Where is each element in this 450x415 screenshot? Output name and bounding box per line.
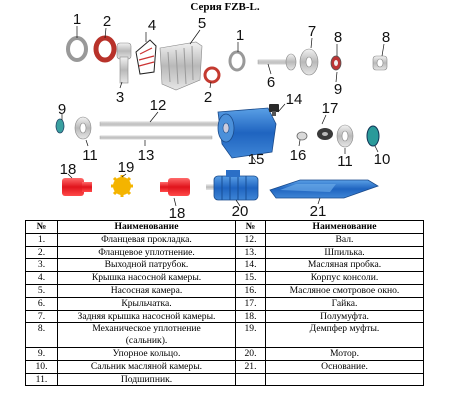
part-number: 1. <box>26 233 58 246</box>
flange-gasket-part <box>230 52 244 70</box>
part-number: 18. <box>236 310 266 323</box>
stud-part <box>100 136 212 139</box>
table-row <box>26 310 424 323</box>
callout-number: 16 <box>289 147 307 164</box>
table-row <box>26 272 424 285</box>
part-name: Крыльчатка. <box>58 297 236 310</box>
part-number: 6. <box>26 297 58 310</box>
part-number: 3. <box>26 259 58 272</box>
column-header-number: № <box>236 221 266 234</box>
table-row <box>26 323 424 348</box>
callout-number: 14 <box>285 91 303 108</box>
part-name-line: (сальник). <box>125 335 168 347</box>
callout-number: 1 <box>235 27 245 44</box>
part-name: Полумуфта. <box>266 310 424 323</box>
callout-number: 17 <box>321 100 339 117</box>
callout-number: 13 <box>137 147 155 164</box>
part-number: 21. <box>236 360 266 373</box>
callout-number: 18 <box>59 161 77 178</box>
oil-sight-glass-part <box>297 132 307 140</box>
column-header-name: Наименование <box>58 221 236 234</box>
part-number: 12. <box>236 233 266 246</box>
callout-number: 12 <box>149 97 167 114</box>
motor-part <box>206 170 258 200</box>
coupling-half-part <box>62 178 92 196</box>
part-number: 13. <box>236 246 266 259</box>
thrust-ring-part <box>56 119 64 133</box>
part-name-line: Механическое уплотнение <box>92 323 201 335</box>
table-row <box>26 284 424 297</box>
part-name: Демпфер муфты. <box>266 323 424 348</box>
callout-number: 3 <box>115 89 125 106</box>
callout-number: 9 <box>333 81 343 98</box>
callout-number: 11 <box>337 153 353 170</box>
part-number: 4. <box>26 272 58 285</box>
callout-number: 2 <box>203 89 213 106</box>
part-name: Вал. <box>266 233 424 246</box>
part-number: 2. <box>26 246 58 259</box>
table-row <box>26 233 424 246</box>
callout-number: 8 <box>381 29 391 46</box>
part-number: 19. <box>236 323 266 348</box>
mechanical-seal-part <box>373 56 387 70</box>
impeller-part <box>258 54 296 70</box>
callout-number: 8 <box>333 29 343 46</box>
callout-number: 1 <box>72 12 82 28</box>
flange-gasket-part <box>68 38 86 60</box>
part-number: 8. <box>26 323 58 348</box>
table-row <box>26 373 424 386</box>
part-name <box>58 323 236 348</box>
part-name: Упорное кольцо. <box>58 347 236 360</box>
callout-number: 11 <box>82 147 98 164</box>
pump-chamber-part <box>160 42 202 90</box>
bearing-part <box>75 117 91 139</box>
part-name: Основание. <box>266 360 424 373</box>
part-name: Шпилька. <box>266 246 424 259</box>
callout-number: 15 <box>247 151 265 168</box>
part-name: Задняя крышка насосной камеры. <box>58 310 236 323</box>
part-name <box>266 373 424 386</box>
bearing-part <box>337 125 353 147</box>
part-name: Крышка насосной камеры. <box>58 272 236 285</box>
part-name: Фланцевое уплотнение. <box>58 246 236 259</box>
outlet-pipe-part <box>117 43 131 83</box>
oil-chamber-seal-part <box>367 126 379 146</box>
table-row <box>26 259 424 272</box>
callout-number: 2 <box>102 13 112 30</box>
table-row <box>26 297 424 310</box>
callout-number: 21 <box>309 203 327 220</box>
part-name: Корпус консоли. <box>266 272 424 285</box>
shaft-part <box>100 122 220 126</box>
part-number: 17. <box>236 297 266 310</box>
coupling-half-part <box>160 178 190 196</box>
callout-number: 19 <box>117 159 135 176</box>
flange-seal-part <box>205 68 219 82</box>
table-header-row <box>26 221 424 234</box>
callout-number: 5 <box>197 15 207 32</box>
part-name: Насосная камера. <box>58 284 236 297</box>
mechanical-seal-part <box>331 56 341 70</box>
part-number: 10. <box>26 360 58 373</box>
callout-number: 7 <box>307 23 317 40</box>
part-number: 16. <box>236 284 266 297</box>
callout-number: 20 <box>231 203 249 220</box>
part-number: 14. <box>236 259 266 272</box>
flange-seal-part <box>96 38 114 60</box>
part-number: 9. <box>26 347 58 360</box>
part-number: 20. <box>236 347 266 360</box>
part-name: Подшипник. <box>58 373 236 386</box>
part-name: Выходной патрубок. <box>58 259 236 272</box>
table-row <box>26 246 424 259</box>
rear-chamber-cover-part <box>300 49 318 75</box>
callout-number: 10 <box>373 151 391 168</box>
part-name: Фланцевая прокладка. <box>58 233 236 246</box>
callout-number: 18 <box>168 205 186 220</box>
parts-table <box>25 220 424 386</box>
column-header-name: Наименование <box>266 221 424 234</box>
callout-number: 9 <box>57 101 67 118</box>
pump-chamber-cover-part <box>136 40 156 74</box>
part-number: 5. <box>26 284 58 297</box>
coupling-damper-part <box>111 175 133 197</box>
column-header-number: № <box>26 221 58 234</box>
callout-number: 6 <box>266 74 276 91</box>
part-name: Гайка. <box>266 297 424 310</box>
part-name: Масляная пробка. <box>266 259 424 272</box>
part-number: 15. <box>236 272 266 285</box>
base-frame-part <box>270 180 378 198</box>
callout-number: 4 <box>147 17 157 34</box>
part-name: Мотор. <box>266 347 424 360</box>
page-title: Серия FZB-L. <box>190 1 260 13</box>
nut-part <box>317 128 333 140</box>
exploded-parts-diagram <box>0 12 450 220</box>
part-number <box>236 373 266 386</box>
part-name: Сальник масляной камеры. <box>58 360 236 373</box>
table-row <box>26 360 424 373</box>
part-number: 7. <box>26 310 58 323</box>
table-row <box>26 347 424 360</box>
part-name: Масляное смотровое окно. <box>266 284 424 297</box>
part-number: 11. <box>26 373 58 386</box>
